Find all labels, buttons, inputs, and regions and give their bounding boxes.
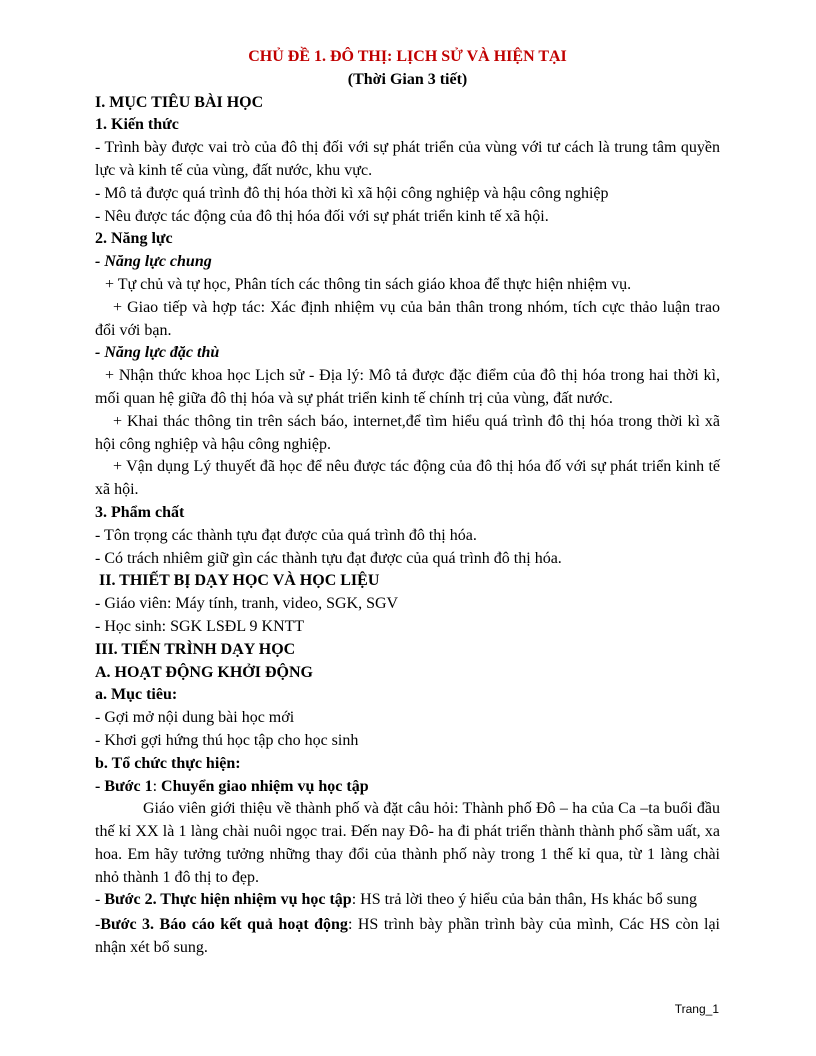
- specific-competence-line: + Vận dụng Lý thuyết đã học để nêu được tác động của đô thị hóa đố với sự phát triển kinh tế xã hội.: [95, 458, 720, 499]
- step-3-paragraph: [95, 914, 720, 960]
- subheading-competence: 2. Năng lực: [95, 230, 173, 248]
- subheading-goals: a. Mục tiêu:: [95, 686, 178, 704]
- goals-line: - Khơi gợi hứng thú học tập cho học sinh: [95, 731, 359, 749]
- step-2-prefix: -: [95, 891, 105, 909]
- step-1-separator: :: [152, 777, 162, 795]
- knowledge-line: - Mô tả được quá trình đô thị hóa thời kì xã hội công nghiệp và hậu công nghiệp: [95, 184, 609, 202]
- specific-competence-line: + Nhận thức khoa học Lịch sử - Địa lý: Mô tả được đặc điểm của đô thị hóa trong hai thời kì, mối quan hệ giữa đô thị hóa và sự phát triển kinh tế chính trị của vùng, đất nước.: [95, 367, 720, 407]
- knowledge-line: - Trình bày được vai trò của đô thị đối với sự phát triển của vùng với tư cách là trung tâm quyền lực và kinh tế của vùng, đất nước, khu vực.: [95, 139, 720, 179]
- page-subtitle: (Thời Gian 3 tiết): [347, 70, 468, 88]
- subheading-specific-competence: - Năng lực đặc thù: [95, 344, 220, 362]
- activity-heading-warmup: A. HOẠT ĐỘNG KHỞI ĐỘNG: [95, 663, 313, 681]
- step-1-prefix: -: [95, 777, 105, 795]
- step-3-prefix: -: [95, 916, 101, 934]
- qualities-line: - Tôn trọng các thành tựu đạt được của quá trình đô thị hóa.: [95, 526, 477, 544]
- section-heading-process: III. TIẾN TRÌNH DẠY HỌC: [95, 640, 296, 658]
- subheading-organization: b. Tổ chức thực hiện:: [95, 754, 241, 772]
- section-heading-equipment: II. THIẾT BỊ DẠY HỌC VÀ HỌC LIỆU: [99, 572, 380, 590]
- qualities-line: - Có trách nhiêm giữ gìn các thành tựu đạt được của quá trình đô thị hóa.: [95, 549, 562, 567]
- page-title: CHỦ ĐỀ 1. ĐÔ THỊ: LỊCH SỬ VÀ HIỆN TẠI: [248, 48, 567, 65]
- step-2-paragraph: [95, 889, 720, 912]
- equipment-line: - Giáo viên: Máy tính, tranh, video, SGK, SGV: [95, 595, 399, 613]
- equipment-line: - Học sinh: SGK LSĐL 9 KNTT: [95, 617, 305, 635]
- specific-competence-line: + Khai thác thông tin trên sách báo, internet,để tìm hiểu quá trình đô thị hóa trong thời kì xã hội công nghiệp và hậu công nghiệp.: [95, 412, 720, 453]
- subheading-general-competence: - Năng lực chung: [95, 253, 212, 271]
- step-2-text: : HS trả lời theo ý hiểu của bản thân, Hs khác bổ sung: [351, 891, 697, 909]
- document-body: [95, 46, 720, 960]
- page-number-footer: Trang_1: [674, 1002, 719, 1016]
- general-competence-line: + Giao tiếp và hợp tác: Xác định nhiệm vụ của bản thân trong nhóm, tích cực thảo luận trao đổi với bạn.: [95, 298, 720, 339]
- section-heading-objectives: I. MỤC TIÊU BÀI HỌC: [95, 93, 264, 111]
- step-3-label: Bước 3. Báo cáo kết quả hoạt động: [100, 916, 348, 934]
- step-1-label: Bước 1: [104, 777, 153, 795]
- step-2-label: Bước 2. Thực hiện nhiệm vụ học tập: [104, 891, 352, 909]
- subheading-knowledge: 1. Kiến thức: [95, 116, 179, 134]
- step-1-title: Chuyển giao nhiệm vụ học tập: [161, 777, 369, 795]
- step-3-text: : HS trình bày phần trình bày của mình, Các HS còn lại nhận xét bổ sung.: [95, 916, 721, 957]
- goals-line: - Gợi mở nội dung bài học mới: [95, 709, 295, 727]
- subheading-qualities: 3. Phẩm chất: [95, 503, 185, 521]
- step-1-text: Giáo viên giới thiệu về thành phố và đặt câu hỏi: Thành phố Đô – ha của Ca –ta buổi đầu thế kỉ XX là 1 làng chài nuôi ngọc trai. Đến nay Đô- ha đi phát triển thành thành phố sầm uất, xa hoa. Em hãy tưởng tưởng những thay đổi của thành phố này trong 1 thế kỉ qua, từ 1 làng chài nhỏ thành 1 đô thị to đẹp.: [95, 800, 720, 886]
- general-competence-line: + Tự chủ và tự học, Phân tích các thông tin sách giáo khoa để thực hiện nhiệm vụ.: [105, 275, 632, 293]
- knowledge-line: - Nêu được tác động của đô thị hóa đối với sự phát triển kinh tế xã hội.: [95, 207, 549, 225]
- step-1-heading: [95, 776, 720, 799]
